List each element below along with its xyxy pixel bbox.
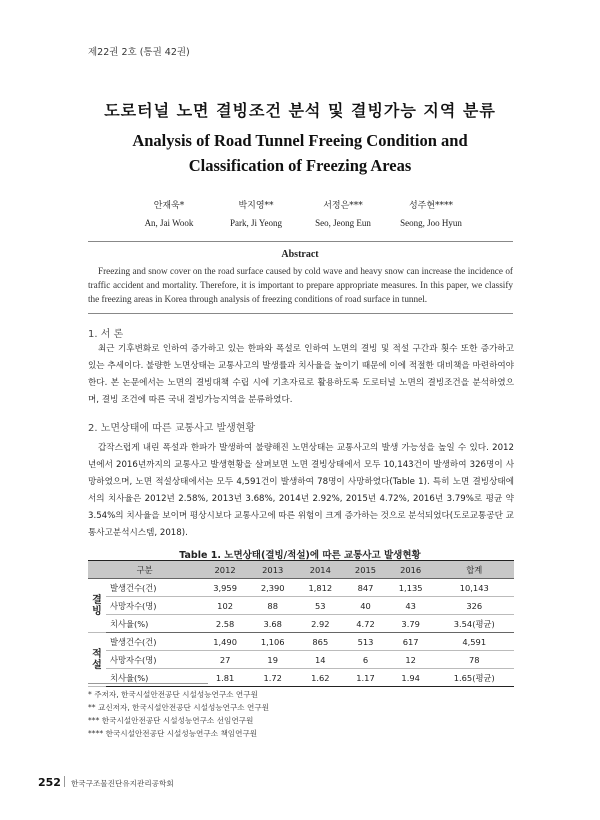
table-cell: 1.65(평균) [434, 669, 514, 687]
table-cell: 2,390 [249, 579, 297, 597]
table-row [88, 579, 514, 597]
author-name-ko: 성주현**** [408, 201, 454, 211]
table-cell: 1.72 [249, 669, 297, 687]
column-header: 2013 [249, 561, 297, 579]
table-cell: 513 [344, 633, 387, 651]
footnote: * 주저자, 한국시설안전공단 시설성능연구소 연구원 [88, 690, 258, 699]
table-row [88, 633, 514, 651]
table-cell: 847 [344, 579, 387, 597]
table-cell: 1.81 [201, 669, 249, 687]
table-cell: 1,135 [387, 579, 435, 597]
abstract-top-rule [88, 241, 513, 242]
section-body: 최근 기후변화로 인하여 증가하고 있는 한파와 폭설로 인하여 노면의 결빙 및 적설 구간과 횟수 또한 증가하고 있는 추세이다. 불량한 노면상태는 교통사고의 발생률과 치사율을 높이기 때문에 이에 적절한 대비책을 마련하여야 한다. 본 논문에서는 노면의 결빙대책 수립 시에 기초자료로 활용하도록 도로터널 노면의 결빙조건을 분석하였으며, 결빙 조건에 따른 국내 결빙가능지역을 분류하였다. [88, 344, 514, 405]
table-row [88, 597, 514, 615]
section-body: 갑작스럽게 내린 폭설과 한파가 발생하여 불량해진 노면상태는 교통사고의 발생 가능성을 높일 수 있다. 2012년에서 2016년까지의 교통사고 발생현황을 살펴보면 노면 결빙상태에서 모두 10,143건이 발생하여 326명이 사망하였으며, 노면 적설상태에서는 모두 4,591건이 발생하여 78명이 사망하였다(Table 1). 특히 노면 결빙상태에서의 치사율은 2012년 2.58%, 2013년 3.68%, 2014년 2.92%, 2015년 4.72%, 2016년 3.79%로 평균 약 3.54%의 치사율을 보이며 평상시보다 교통사고에 따른 위험이 크게 증가하는 것으로 분석되었다(도로교통공단 교통사고분석시스템, 2018). [88, 443, 514, 538]
table-cell: 40 [344, 597, 387, 615]
author-name-ko: 박지영** [238, 201, 274, 211]
group-label-text: 결빙 [92, 594, 102, 617]
row-label: 사망자수(명) [106, 651, 201, 669]
author-name-ko: 안재욱* [153, 201, 185, 211]
table-cell: 88 [249, 597, 297, 615]
section-heading: 2. 노면상태에 따른 교통사고 발생현황 [88, 423, 256, 434]
table-cell: 4.72 [344, 615, 387, 633]
author-name-en: Seo, Jeong Eun [315, 218, 371, 228]
table-cell: 1.94 [387, 669, 435, 687]
page-footer [38, 771, 174, 790]
table-cell: 3.54(평균) [434, 615, 514, 633]
table-cell: 3.68 [249, 615, 297, 633]
table-cell: 1.17 [344, 669, 387, 687]
journal-name: 한국구조물진단유지관리공학회 [70, 779, 174, 788]
table-row [88, 651, 514, 669]
group-label-text: 적설 [92, 648, 102, 671]
row-label: 치사율(%) [106, 615, 201, 633]
table-cell: 2.92 [297, 615, 345, 633]
table-cell: 3,959 [201, 579, 249, 597]
table-cell: 10,143 [434, 579, 514, 597]
table-cell: 78 [434, 651, 514, 669]
table-cell: 617 [387, 633, 435, 651]
author-name-en: Park, Ji Yeong [229, 218, 282, 228]
table-cell: 1,490 [201, 633, 249, 651]
accident-table [88, 560, 514, 687]
column-header: 구분 [88, 561, 201, 579]
group-label [88, 579, 106, 633]
row-label: 사망자수(명) [106, 597, 201, 615]
footnote: **** 한국시설안전공단 시설성능연구소 책임연구원 [88, 729, 258, 738]
footer-divider [64, 776, 65, 787]
title-english [0, 128, 600, 178]
group-label [88, 633, 106, 687]
table-caption: Table 1. 노면상태(결빙/적설)에 따른 교통사고 발생현황 [179, 550, 421, 561]
section-heading: 1. 서 론 [88, 329, 124, 340]
table-cell: 27 [201, 651, 249, 669]
footnote-rule [88, 683, 208, 684]
table-header-row [88, 561, 514, 579]
table-cell: 14 [297, 651, 345, 669]
column-header: 2014 [297, 561, 345, 579]
table-cell: 2.58 [201, 615, 249, 633]
column-header: 2015 [344, 561, 387, 579]
table-cell: 326 [434, 597, 514, 615]
abstract-body: Freezing and snow cover on the road surface caused by cold wave and heavy snow can increase the incidence of traffic accident and mortality. Therefore, it is important to prepare appropriate measures. In this paper, we classify the freezing areas in Korea through analysis of freezing conditions of road surface in tunnel. [88, 266, 513, 304]
column-header: 합계 [434, 561, 514, 579]
footnote: ** 교신저자, 한국시설안전공단 시설성능연구소 연구원 [88, 703, 270, 712]
table-cell: 53 [297, 597, 345, 615]
row-label: 발생건수(건) [106, 633, 201, 651]
column-header: 2016 [387, 561, 435, 579]
table-cell: 43 [387, 597, 435, 615]
author-name-en: Seong, Joo Hyun [400, 218, 462, 228]
abstract-heading: Abstract [281, 249, 319, 260]
running-header: 제22권 2호 (통권 42권) [88, 47, 190, 58]
row-label: 치사율(%) [106, 669, 201, 687]
table-cell: 102 [201, 597, 249, 615]
table-cell: 1,106 [249, 633, 297, 651]
table-cell: 4,591 [434, 633, 514, 651]
table-cell: 3.79 [387, 615, 435, 633]
column-header: 2012 [201, 561, 249, 579]
title-korean: 도로터널 노면 결빙조건 분석 및 결빙가능 지역 분류 [104, 101, 496, 120]
table-cell: 1,812 [297, 579, 345, 597]
table-cell: 865 [297, 633, 345, 651]
footnote: *** 한국시설안전공단 시설성능연구소 선임연구원 [88, 716, 254, 725]
title-english-line2: Classification of Freezing Areas [188, 156, 412, 175]
author-name-ko: 서정은*** [323, 201, 363, 211]
row-label: 발생건수(건) [106, 579, 201, 597]
footnotes [88, 688, 528, 740]
table-cell: 1.62 [297, 669, 345, 687]
title-english-line1: Analysis of Road Tunnel Freeing Condition and [132, 131, 468, 150]
table-cell: 12 [387, 651, 435, 669]
page-number: 252 [38, 776, 61, 789]
author [371, 198, 491, 232]
abstract-bottom-rule [88, 313, 513, 314]
author-name-en: An, Jai Wook [144, 218, 194, 228]
table-cell: 6 [344, 651, 387, 669]
table-row [88, 615, 514, 633]
table-cell: 19 [249, 651, 297, 669]
